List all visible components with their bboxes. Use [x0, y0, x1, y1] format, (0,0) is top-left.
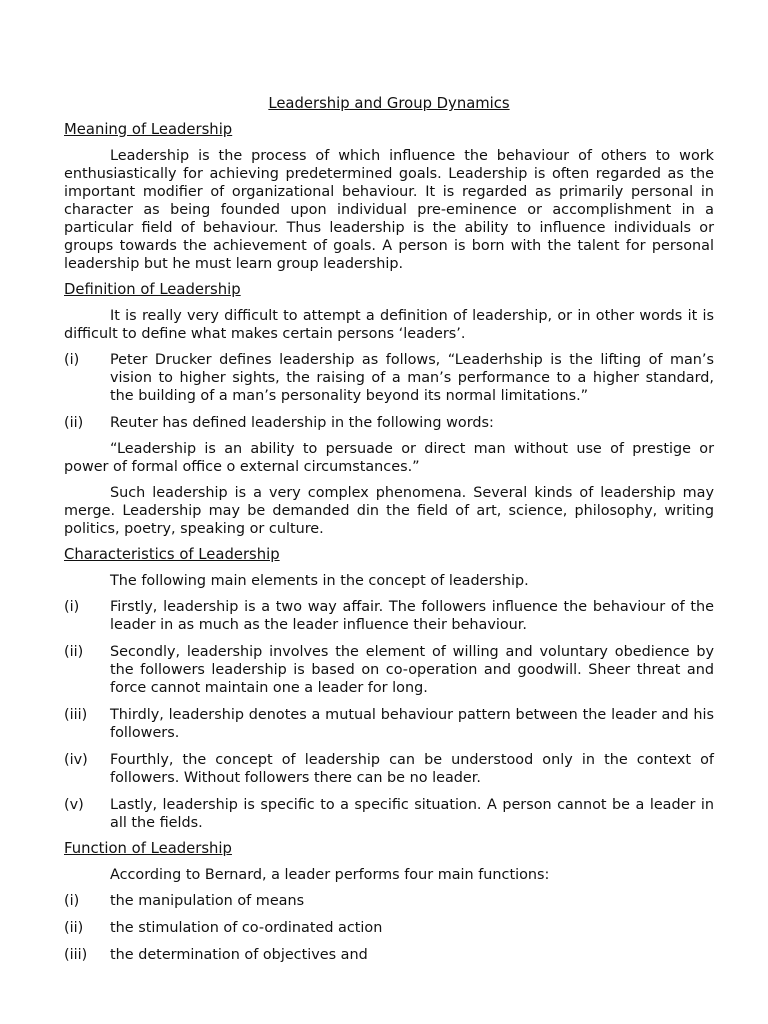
list-item-number: (iii) [64, 947, 88, 963]
characteristics-intro: The following main elements in the concept of leadership. [110, 573, 529, 589]
list-item-number: (i) [64, 893, 80, 909]
list-item [64, 796, 714, 832]
list-item-text: Lastly, leadership is specific to a specific situation. A person cannot be a leader in all the fields. [110, 797, 714, 831]
list-item-text: Reuter has defined leadership in the following words: [110, 415, 494, 431]
list-item-number: (iii) [64, 707, 88, 723]
list-item [64, 751, 714, 787]
list-item-text: Firstly, leadership is a two way affair. The followers influence the behaviour of the leader in as much as the leader influence their behaviour. [110, 599, 714, 633]
list-item-number: (iv) [64, 752, 88, 768]
list-item [64, 946, 714, 964]
list-item-number: (i) [64, 352, 80, 368]
definition-paragraph: It is really very difficult to attempt a definition of leadership, or in other words it is difficult to define what makes certain persons ‘leaders’. [64, 308, 714, 342]
list-item-number: (v) [64, 797, 84, 813]
list-item-text: the stimulation of co-ordinated action [110, 920, 383, 936]
list-item-number: (i) [64, 599, 80, 615]
list-item-text: Thirdly, leadership denotes a mutual behaviour pattern between the leader and his followers. [110, 707, 714, 741]
definition-closing-paragraph: Such leadership is a very complex phenomena. Several kinds of leadership may merge. Leadership may be demanded din the field of art, science, philosophy, writing politics, poetry, speaking or culture. [64, 485, 714, 537]
definition-list [64, 351, 714, 432]
section-heading-meaning: Meaning of Leadership [64, 121, 233, 138]
characteristics-list [64, 598, 714, 832]
list-item [64, 598, 714, 634]
meaning-paragraph: Leadership is the process of which influence the behaviour of others to work enthusiastically for achieving predetermined goals. Leadership is often regarded as the important modifier of organizational behaviour. It is regarded as primarily personal in character as being founded upon individual pre-eminence or accomplishment in a particular field of behaviour. Thus leadership is the ability to influence individuals or groups towards the achievement of goals. A person is born with the talent for personal leadership but he must learn group leadership. [64, 148, 714, 272]
list-item [64, 706, 714, 742]
list-item-number: (ii) [64, 415, 84, 431]
function-intro: According to Bernard, a leader performs four main functions: [110, 867, 550, 883]
list-item-text: the determination of objectives and [110, 947, 368, 963]
section-heading-characteristics: Characteristics of Leadership [64, 546, 280, 563]
function-list [64, 892, 714, 964]
list-item-text: Secondly, leadership involves the element of willing and voluntary obedience by the followers leadership is based on co-operation and goodwill. Sheer threat and force cannot maintain one a leader for long. [110, 644, 714, 696]
section-heading-function: Function of Leadership [64, 840, 232, 857]
section-heading-definition: Definition of Leadership [64, 281, 241, 298]
list-item-number: (ii) [64, 920, 84, 936]
list-item [64, 643, 714, 697]
list-item [64, 892, 714, 910]
list-item [64, 351, 714, 405]
list-item-text: the manipulation of means [110, 893, 305, 909]
reuter-quote: “Leadership is an ability to persuade or direct man without use of prestige or power of formal office o external circumstances.” [64, 441, 714, 475]
list-item-number: (ii) [64, 644, 84, 660]
list-item-text: Fourthly, the concept of leadership can be understood only in the context of followers. Without followers there can be no leader. [110, 752, 714, 786]
list-item [64, 919, 714, 937]
document-body [64, 95, 714, 972]
document-title: Leadership and Group Dynamics [268, 95, 510, 112]
list-item [64, 414, 714, 432]
list-item-text: Peter Drucker defines leadership as follows, “Leaderhship is the lifting of man’s vision to higher sights, the raising of a man’s performance to a higher standard, the building of a man’s personality beyond its normal limitations.” [110, 352, 714, 404]
